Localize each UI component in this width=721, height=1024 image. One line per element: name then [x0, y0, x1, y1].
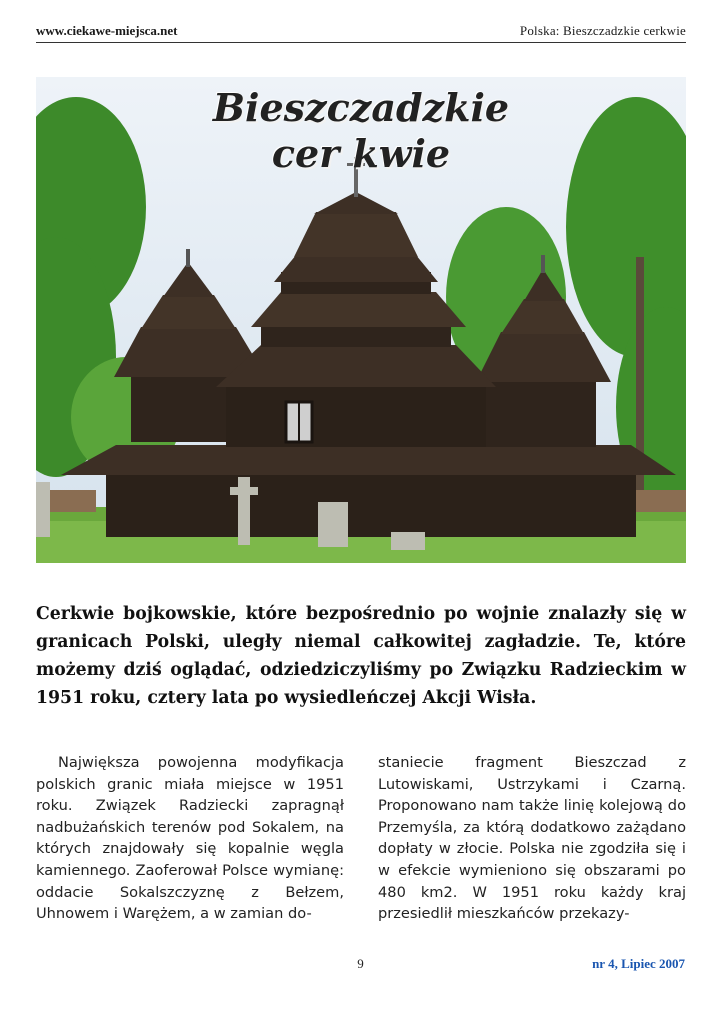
site-url: www.ciekawe-miejsca.net [36, 23, 178, 38]
page-header [36, 22, 686, 43]
photo-title-line-2: cer kwie [271, 131, 451, 176]
photo-title [36, 85, 686, 177]
lead-paragraph: Cerkwie bojkowskie, które bezpośrednio po wojnie znalazły się w granicach Polski, uległy niemal całkowitej zagładzie. Te, które możemy dziś oglądać, odziedziczyliśmy po Związku Radzieckim w 1951 roku, cztery lata po wysiedleńczej Akcji Wisła. [36, 604, 686, 708]
page-number: 9 [357, 956, 364, 971]
section-title: Polska: Bieszczadzkie cerkwie [519, 23, 686, 38]
body-column-2 [378, 752, 686, 925]
body-paragraph-1: Największa powojenna modyfikacja polskich granic miała miejsce w 1951 roku. Związek Radziecki zapragnął nadbużańskich terenów pod Sokalem, na których znajdowały się kopalnie węgla kamiennego. Zaoferował Polsce wymianę: oddacie Sokalszczyznę z Bełzem, Uhnowem i Warężem, a w zamian do- [36, 754, 344, 923]
body-column-1 [36, 752, 344, 925]
body-paragraph-2: staniecie fragment Bieszczad z Lutowiskami, Ustrzykami i Czarną. Proponowano nam także linię kolejową do Przemyśla, za którą dodatkowo zażądano dopłaty w złocie. Polska nie zgodziła się i w efekcie wymieniono się obszarami po 480 km2. W 1951 roku każdy kraj przesiedlił mieszkańców przekazy- [378, 754, 686, 923]
article-body [36, 752, 686, 925]
photo-title-line-1: Bieszczadzkie [212, 85, 510, 130]
church-photo [36, 77, 686, 563]
issue-label: nr 4, Lipiec 2007 [592, 956, 685, 971]
